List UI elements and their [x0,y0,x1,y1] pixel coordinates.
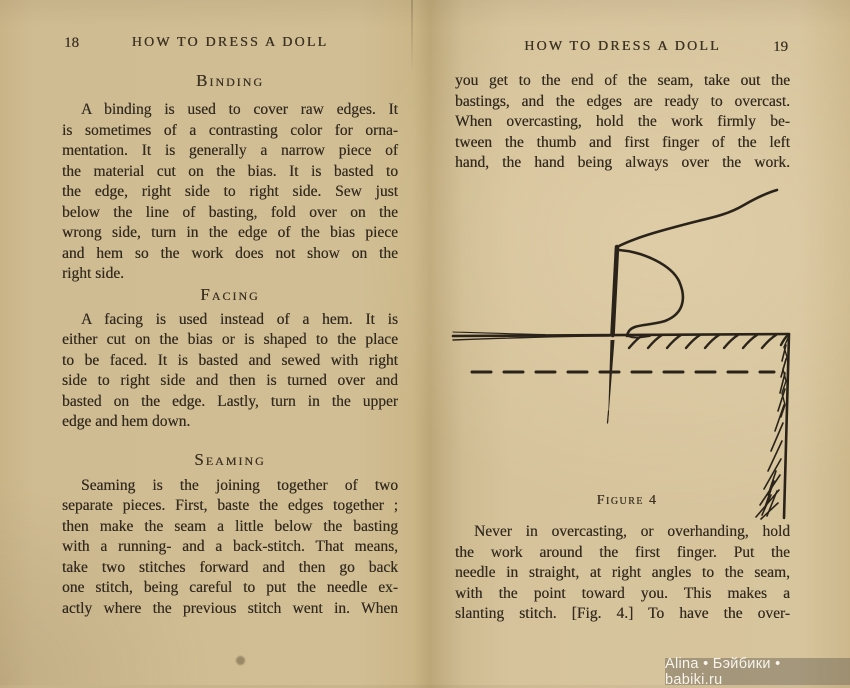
paragraph-line: is sometimes of a contrasting color for orna- [62,121,398,139]
paragraph-line: the edge, right side to right side. Sew just [62,183,398,200]
paragraph-line: Seaming is the joining together of two [81,476,398,494]
overcast-stitches [629,335,787,348]
running-title-right: HOW TO DRESS A DOLL [524,39,721,54]
paragraph-line: tween the thumb and first finger of the left [455,133,790,151]
paragraph-line: separate pieces. First, baste the edges together ; [62,497,398,514]
gutter-crease-shadow [411,0,413,75]
figure-caption: Figure 4 [596,493,658,508]
paragraph-line: actly where the previous stitch went in. When [62,599,398,617]
paragraph-line: the material cut on the bias. It is basted to [62,162,398,180]
paragraph-line: either cut on the bias or is shaped to the place [62,331,398,348]
page-number-right: 19 [773,39,788,55]
section-heading-binding: Binding [196,71,264,90]
paragraph-line: Never in overcasting, or overhanding, hold [474,523,790,540]
paragraph-line: bastings, and the edges are ready to overcast. [455,92,790,110]
section-heading-facing: Facing [200,284,260,304]
left-page [62,34,398,619]
paragraph-line: one stitch, being careful to put the needle ex- [62,579,398,596]
section-heading-seaming: Seaming [194,449,266,469]
paragraph-line: mentation. It is generally a narrow piece of [62,142,398,159]
paragraph-line: right side. [62,265,124,282]
paragraph-line: wrong side, turn in the edge of the bias piece [62,224,398,241]
paragraph-line: A binding is used to cover raw edges. It [81,101,398,118]
watermark-banner [665,655,850,688]
paragraph-line: then make the seam a little below the basting [62,517,398,535]
running-title-left: HOW TO DRESS A DOLL [131,35,329,50]
page-number-left: 18 [64,35,79,51]
binding-paragraph [62,100,398,285]
paragraph-line: hand, the hand being always over the work. [455,154,790,171]
paragraph-line: side to right side and then is turned over and [62,372,398,389]
paragraph-line: and hem so the work does not show on the [62,244,398,262]
paper-blemish-spot [236,656,245,665]
paragraph-line: When overcasting, hold the work firmly be- [455,113,790,130]
page-header-right [455,38,790,56]
seaming-paragraph [62,476,398,620]
paragraph-line: you get to the end of the seam, take out the [455,72,790,89]
needle-point-tip [608,411,609,423]
slanting-stitch-paragraph [455,522,790,625]
paragraph-line: basted on the edge. Lastly, turn in the upper [62,392,398,410]
thread-loop [619,250,683,336]
fabric-edge-aux-upper [453,332,545,335]
paragraph-line: slanting stitch. [Fig. 4.] To have the over- [455,605,790,622]
overcasting-paragraph [455,71,790,174]
paragraph-line: A facing is used instead of a hem. It is [81,310,398,328]
paragraph-line: with a running- and a back-stitch. That means, [62,538,398,555]
paragraph-line: needle in straight, at right angles to the seam, [455,564,790,581]
thread-line [619,190,777,246]
paragraph-line: to be faced. It is basted and sewed with right [62,351,398,369]
needle-body [613,247,618,335]
needle-point [608,340,615,423]
paragraph-line: edge and hem down. [62,413,191,430]
page-header-left [62,34,398,52]
paragraph-line: below the line of basting, fold over on the [62,203,398,221]
facing-paragraph [62,310,398,433]
paragraph-line: with the point toward you. This makes a [455,584,790,602]
paragraph-line: the work around the first finger. Put the [455,543,790,561]
paragraph-line: take two stitches forward and then go back [62,558,398,576]
figure4-overcasting-illustration [440,185,840,520]
watermark-text: Alina • Бэйбики • babiki.ru [665,655,781,688]
